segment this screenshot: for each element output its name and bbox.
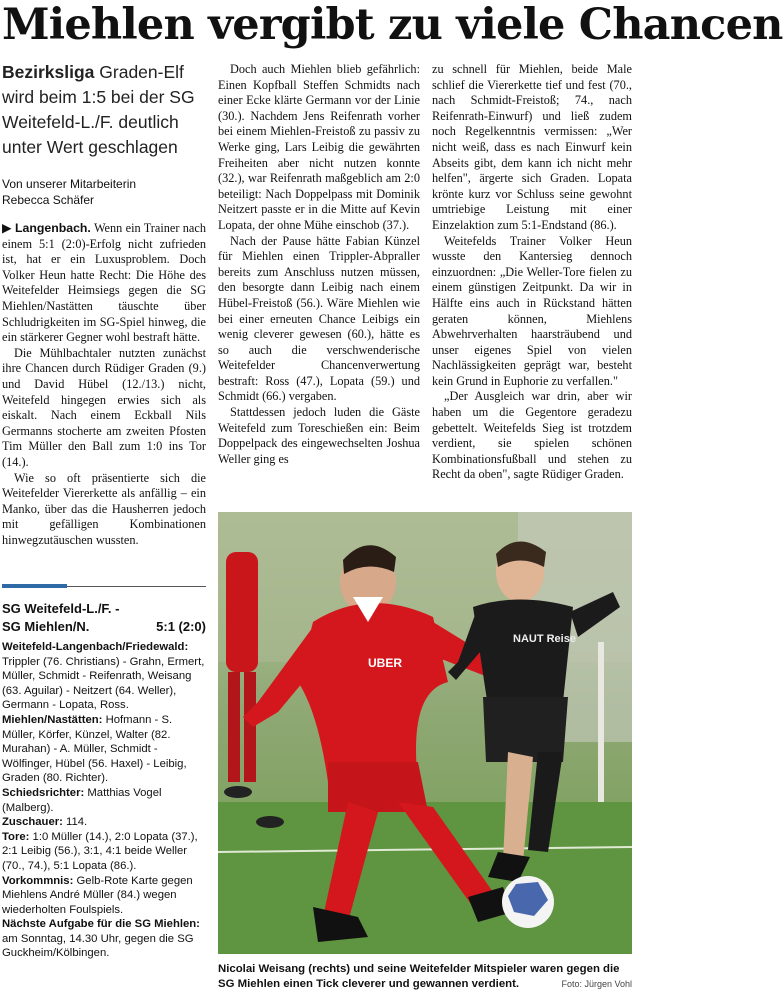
next-match [2, 917, 206, 961]
goals-list: 1:0 Müller (14.), 2:0 Lopata (37.), 2:1 Leibig (56.), 3:1, 4:1 beide Weller (70., 74.), 5:1 Lopata (86.). [2, 830, 198, 872]
paragraph: Wie so oft präsentierte sich die Weitefelder Viererkette als anfällig – ein Manko, über das die Hausherren jedoch mit gefälligen Kombinationen hinwegzutäuschen wussten. [2, 470, 206, 547]
article-column-1 [2, 221, 206, 548]
byline-author: Rebecca Schäfer [2, 193, 95, 207]
paragraph: „Der Ausgleich war drin, aber wir haben um die Gegentore geradezu gebettelt. Weitefelds Sieg ist trotzdem verdient, sie spielen schönen Kombinationsfußball und stehen zu Recht da oben", sagte Rüdiger Graden. [432, 389, 632, 482]
match-factbox [2, 600, 206, 961]
lineup-away-players: Hofmann - S. Müller, Körfer, Künzel, Walter (82. Murahan) - A. Müller, Schmidt - Wölfinger, Hübel (56. Haxel) - Leibig, Graden (80. Richter). [2, 713, 187, 785]
paragraph: Nach der Pause hätte Fabian Künzel für Miehlen einen Trippler-Abpraller bereits zum Anschluss nutzen müssen, den besorgte dann Leibig nach einem Hübel-Freistoß (56.). Wäre Miehlen wie bei einer erneuten Chance Leibigs ein wenig cleverer gewesen (60.), hätte es so auch die verschwenderische Weitefelder Chancenverwertung bestraft: Ross (47.), Lopata (59.) und Schmidt (66.) vergaben. [218, 233, 420, 404]
referee [2, 786, 206, 815]
incident-label: Vorkommnis: [2, 874, 74, 887]
byline-intro: Von unserer Mitarbeiterin [2, 177, 137, 191]
lineup-home-label: Weitefeld-Langenbach/Friedewald: [2, 641, 189, 653]
paragraph: Stattdessen jedoch luden die Gäste Weitefeld zum Toreschießen ein: Beim Doppelpack des eingewechselten Joshua Weller ging es [218, 405, 420, 466]
match-photo [218, 512, 632, 954]
paragraph-text: Wenn ein Trainer nach einem 5:1 (2:0)-Erfolg nicht zufrieden ist, hat er ein Luxusproblem. Doch Volker Heun hatte Recht: Die Höhe des Weitefelder Heimsiegs gegen die SG Miehlen/Nastätten täuschte über Schludrigkeiten im SG-Spiel hinweg, die ein stärkerer Gegner wohl bestraft hätte. [2, 221, 206, 345]
match-teams-home: SG Weitefeld-L./F. - [2, 601, 120, 616]
headline: Miehlen vergibt zu viele Chancen [2, 0, 783, 50]
next-match-label: Nächste Aufgabe für die SG Miehlen: [2, 918, 200, 931]
referee-name: Matthias Vogel (Malberg). [2, 786, 162, 814]
paragraph: Die Mühlbachtaler nutzten zunächst ihre Chancen durch Rüdiger Graden (9.) und David Hübel (12./13.) nicht, Weitefeld hingegen erwies sich als eiskalt. Nach einem Eckball Nils Germanns stocherte am zweiten Pfosten Tim Müller den Ball zum 1:0 ins Tor (14.). [2, 345, 206, 469]
black-jersey-sponsor: NAUT Reise [513, 633, 576, 645]
match-score: 5:1 (2:0) [156, 619, 206, 634]
dateline: Langenbach. [15, 221, 91, 235]
photo-credit: Foto: Jürgen Vohl [557, 979, 632, 989]
lineup-home [2, 640, 206, 713]
paragraph: Weitefelds Trainer Volker Heun wusste den Kantersieg dennoch einzuordnen: „Die Weller-Tore fielen zu einem günstigen Zeitpunkt. Da wir in Hälfte eins auch in Rückstand hätten geraten können, Miehlens Abwehrverhalten haarsträubend und unser eigenes Spiel von vielen Nachlässigkeiten geprägt war, besteht kein Grund in Euphorie zu verfallen." [432, 233, 632, 388]
photo-caption: Nicolai Weisang (rechts) und seine Weitefelder Mitspieler waren gegen die SG Miehlen einen Tick cleverer und gewannen verdient. [218, 963, 620, 990]
subhead-kicker: Bezirksliga [2, 62, 95, 82]
lineup-away [2, 713, 206, 786]
incident [2, 874, 206, 918]
paragraph: zu schnell für Miehlen, beide Male schlief die Viererkette tief und fest (70., nach Schmidt-Freistoß; 74., nach Reifenrath-Einwurf) und ließ zudem noch Regelkenntnis vermissen: „Wer nicht weiß, dass es nach Einwurf kein Abseits gibt, dem kann ich nicht mehr helfen", ärgerte sich Graden. Lopata krönte kurz vor Schluss seine gewohnt umtriebige Leistung mit einer Einzelaktion zum 5:1-Endstand (86.). [432, 62, 632, 232]
lineup-home-players: Trippler (76. Christians) - Grahn, Ermert, Müller, Schmidt - Reifenrath, Weisang (63. Aguilar) - Neitzert (64. Weller), Germann - Lopata, Ross. [2, 655, 205, 712]
match-title [2, 600, 206, 618]
referee-label: Schiedsrichter: [2, 786, 85, 799]
match-teams-away: SG Miehlen/N. [2, 619, 90, 634]
goals [2, 830, 206, 874]
subhead-text: Graden-Elf wird beim 1:5 bei der SG Weitefeld-L./F. deutlich unter Wert geschlagen [2, 62, 195, 157]
spectators-count: 114. [66, 816, 88, 829]
goals-label: Tore: [2, 830, 30, 843]
article-column-2 [218, 62, 420, 467]
incident-text: Gelb-Rote Karte gegen Miehlens André Müller (84.) wegen wiederholten Foulspiels. [2, 874, 193, 916]
paragraph: ▶ Langenbach. Wenn ein Trainer nach einem 5:1 (2:0)-Erfolg nicht zufrieden ist, hat er ein Luxusproblem. Doch Volker Heun hatte Recht: Die Höhe des Weitefelder Heimsiegs gegen die SG Miehlen/Nastätten täuschte über Schludrigkeiten im SG-Spiel hinweg, die ein stärkerer Gegner wohl bestraft hätte. [2, 221, 206, 345]
factbox-rule [67, 586, 206, 587]
football [502, 876, 554, 928]
lineup-away-label: Miehlen/Nastätten: [2, 713, 103, 726]
subheadline [2, 60, 207, 160]
paragraph: Doch auch Miehlen blieb gefährlich: Einen Kopfball Steffen Schmidts nach einer Ecke klärte Germann vor der Linie (30.). Nachdem Jens Reifenrath vorher bei einem Miehlen-Freistoß zu passiv zu Werke ging, Lars Leibig die gewährten Freiheiten aber nicht nutzen konnte (32.), war Reifenrath maßgeblich am 2:0 beteiligt: Nach Doppelpass mit Dominik Neitzert passte er in die Mitte auf Kevin Lopata, der ohne Mühe einschob (37.). [218, 62, 420, 232]
red-jersey-sponsor: UBER [368, 656, 403, 670]
factbox-accent-rule [2, 584, 67, 588]
article-column-3 [432, 62, 632, 483]
match-title-row2 [2, 618, 206, 636]
byline [2, 176, 207, 208]
football-players-image [218, 512, 632, 954]
spectators-label: Zuschauer: [2, 816, 63, 829]
next-match-text: am Sonntag, 14.30 Uhr, gegen die SG Guckheim/Kölbingen. [2, 932, 194, 960]
spectators [2, 815, 206, 830]
